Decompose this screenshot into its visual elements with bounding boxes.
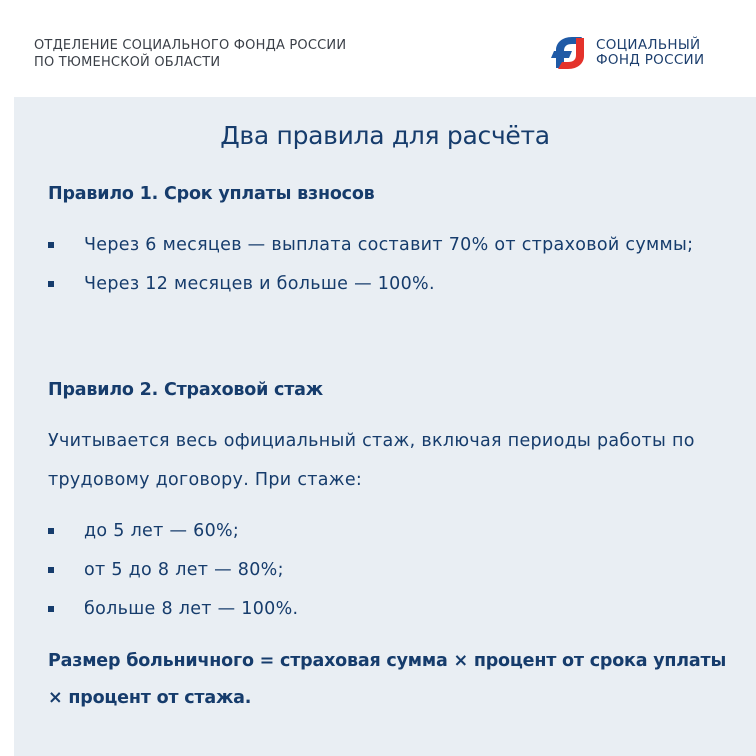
rule2-title: Правило 2. Страховой стаж	[48, 380, 323, 400]
bullet-icon	[48, 528, 54, 534]
list-item-text: больше 8 лет — 100%.	[84, 599, 299, 619]
brand	[548, 34, 728, 74]
rule1-title: Правило 1. Срок уплаты взносов	[48, 184, 375, 204]
social-fund-logo-icon	[548, 34, 592, 72]
brand-name-line2: ФОНД РОССИИ	[596, 52, 705, 68]
bullet-icon	[48, 242, 54, 248]
brand-name	[596, 38, 704, 68]
rule2-list	[48, 512, 738, 629]
rule1-list	[48, 226, 738, 304]
list-item	[48, 226, 738, 265]
list-item-text: Через 6 месяцев — выплата составит 70% от страховой суммы;	[84, 235, 694, 255]
bullet-icon	[48, 567, 54, 573]
organization-name	[34, 37, 346, 71]
organization-name-line1: ОТДЕЛЕНИЕ СОЦИАЛЬНОГО ФОНДА РОССИИ	[34, 38, 347, 53]
list-item	[48, 551, 738, 590]
card-title: Два правила для расчёта	[220, 121, 550, 150]
info-card	[14, 97, 756, 756]
formula: Размер больничного = страховая сумма × процент от срока уплаты × процент от стажа.	[48, 651, 727, 708]
brand-name-line1: СОЦИАЛЬНЫЙ	[596, 37, 701, 53]
organization-name-line2: ПО ТЮМЕНСКОЙ ОБЛАСТИ	[34, 55, 221, 70]
list-item	[48, 512, 738, 551]
list-item	[48, 265, 738, 304]
rule2-paragraph: Учитывается весь официальный стаж, включая периоды работы по трудовому договору. При стаже:	[48, 431, 695, 490]
list-item-text: от 5 до 8 лет — 80%;	[84, 560, 284, 580]
bullet-icon	[48, 606, 54, 612]
header	[0, 0, 756, 95]
list-item-text: Через 12 месяцев и больше — 100%.	[84, 274, 435, 294]
list-item	[48, 590, 738, 629]
list-item-text: до 5 лет — 60%;	[84, 521, 240, 541]
bullet-icon	[48, 281, 54, 287]
